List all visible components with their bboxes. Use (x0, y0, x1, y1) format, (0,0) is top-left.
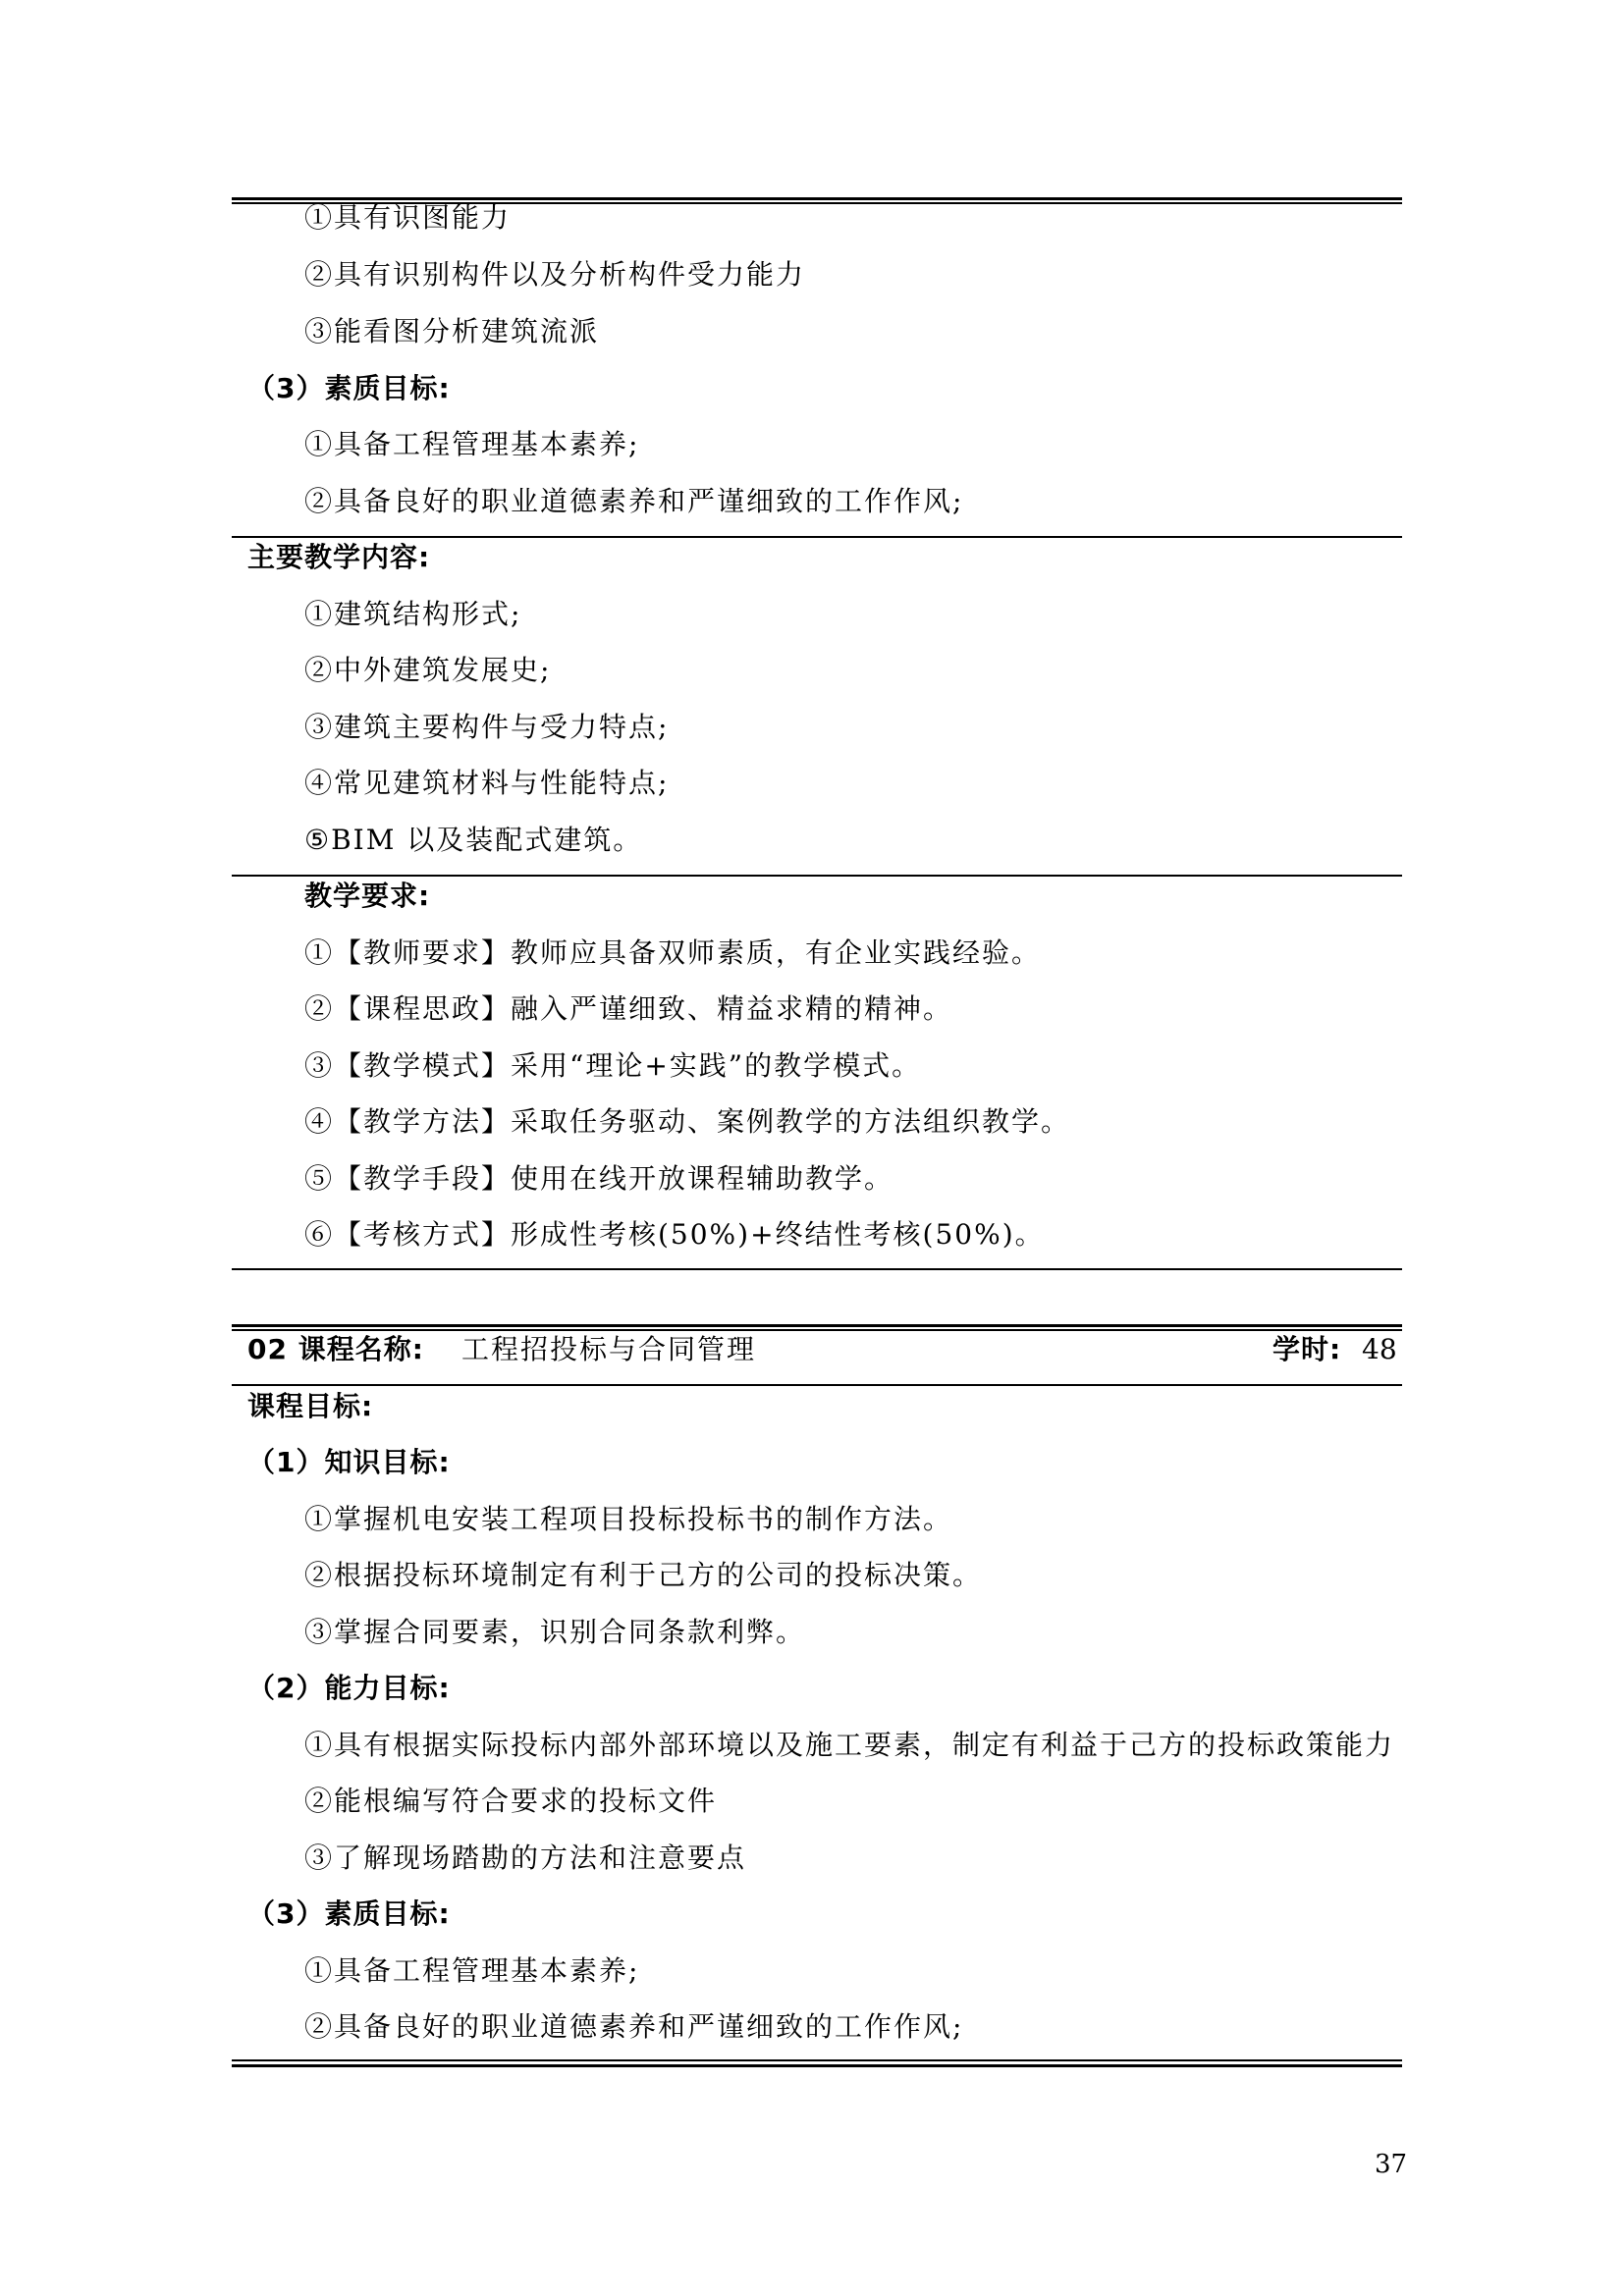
ability-item: ②能根编写符合要求的投标文件 (304, 1785, 718, 1817)
requirement-item: ②【课程思政】融入严谨细致、精益求精的精神。 (304, 992, 953, 1025)
knowledge-heading: （1）知识目标: (247, 1446, 451, 1478)
bottom-rule (232, 2064, 1402, 2067)
ability-item: ①具有根据实际投标内部外部环境以及施工要素，制定有利益于己方的投标政策能力 (304, 1729, 1395, 1761)
divider (232, 875, 1402, 877)
bottom-rule-thin (232, 2059, 1402, 2061)
quality-heading: （3）素质目标: (247, 372, 451, 404)
requirement-item: ⑥【考核方式】形成性考核(50%)+终结性考核(50%)。 (304, 1218, 1045, 1251)
divider (232, 536, 1402, 538)
divider (232, 1384, 1402, 1386)
section-end-rule (232, 1268, 1402, 1270)
quality-item: ①具备工程管理基本素养; (304, 428, 640, 460)
course-top-rule (232, 1324, 1402, 1327)
knowledge-item: ②根据投标环境制定有利于己方的公司的投标决策。 (304, 1559, 983, 1591)
content-item: ④常见建筑材料与性能特点; (304, 767, 670, 799)
ability-item: ③能看图分析建筑流派 (304, 315, 600, 347)
content-item: ②中外建筑发展史; (304, 654, 552, 686)
course-title-row (247, 1330, 1397, 1369)
requirement-item: ⑤【教学手段】使用在线开放课程辅助教学。 (304, 1162, 894, 1195)
quality-item: ②具备良好的职业道德素养和严谨细致的工作作风; (304, 485, 964, 517)
ability-item: ③了解现场踏勘的方法和注意要点 (304, 1842, 747, 1874)
requirement-item: ①【教师要求】教师应具备双师素质，有企业实践经验。 (304, 936, 1042, 969)
hours-label: 学时: (1272, 1333, 1342, 1365)
knowledge-item: ③掌握合同要素，识别合同条款利弊。 (304, 1616, 806, 1648)
quality-item: ②具备良好的职业道德素养和严谨细致的工作作风; (304, 2010, 964, 2043)
content-item: ①建筑结构形式; (304, 598, 522, 630)
ability-item: ①具有识图能力 (304, 201, 512, 234)
knowledge-item: ①掌握机电安装工程项目投标投标书的制作方法。 (304, 1503, 953, 1535)
content-item: ③建筑主要构件与受力特点; (304, 711, 670, 743)
quality-item: ①具备工程管理基本素养; (304, 1954, 640, 1987)
quality-heading: （3）素质目标: (247, 1897, 451, 1930)
ability-heading: （2）能力目标: (247, 1672, 451, 1704)
requirements-heading: 教学要求: (304, 880, 431, 912)
course-name: 工程招投标与合同管理 (461, 1333, 757, 1365)
requirement-item: ③【教学模式】采用“理论+实践”的教学模式。 (304, 1049, 922, 1082)
hours-value: 48 (1362, 1333, 1397, 1365)
objectives-heading: 课程目标: (247, 1390, 374, 1422)
requirement-item: ④【教学方法】采取任务驱动、案例教学的方法组织教学。 (304, 1105, 1071, 1138)
ability-item: ②具有识别构件以及分析构件受力能力 (304, 258, 806, 291)
content-item: ⑤BIM 以及装配式建筑。 (304, 824, 643, 856)
course-number-label: 02 课程名称: (247, 1333, 424, 1365)
content-heading: 主要教学内容: (247, 541, 431, 573)
page-number: 37 (1375, 2150, 1408, 2179)
